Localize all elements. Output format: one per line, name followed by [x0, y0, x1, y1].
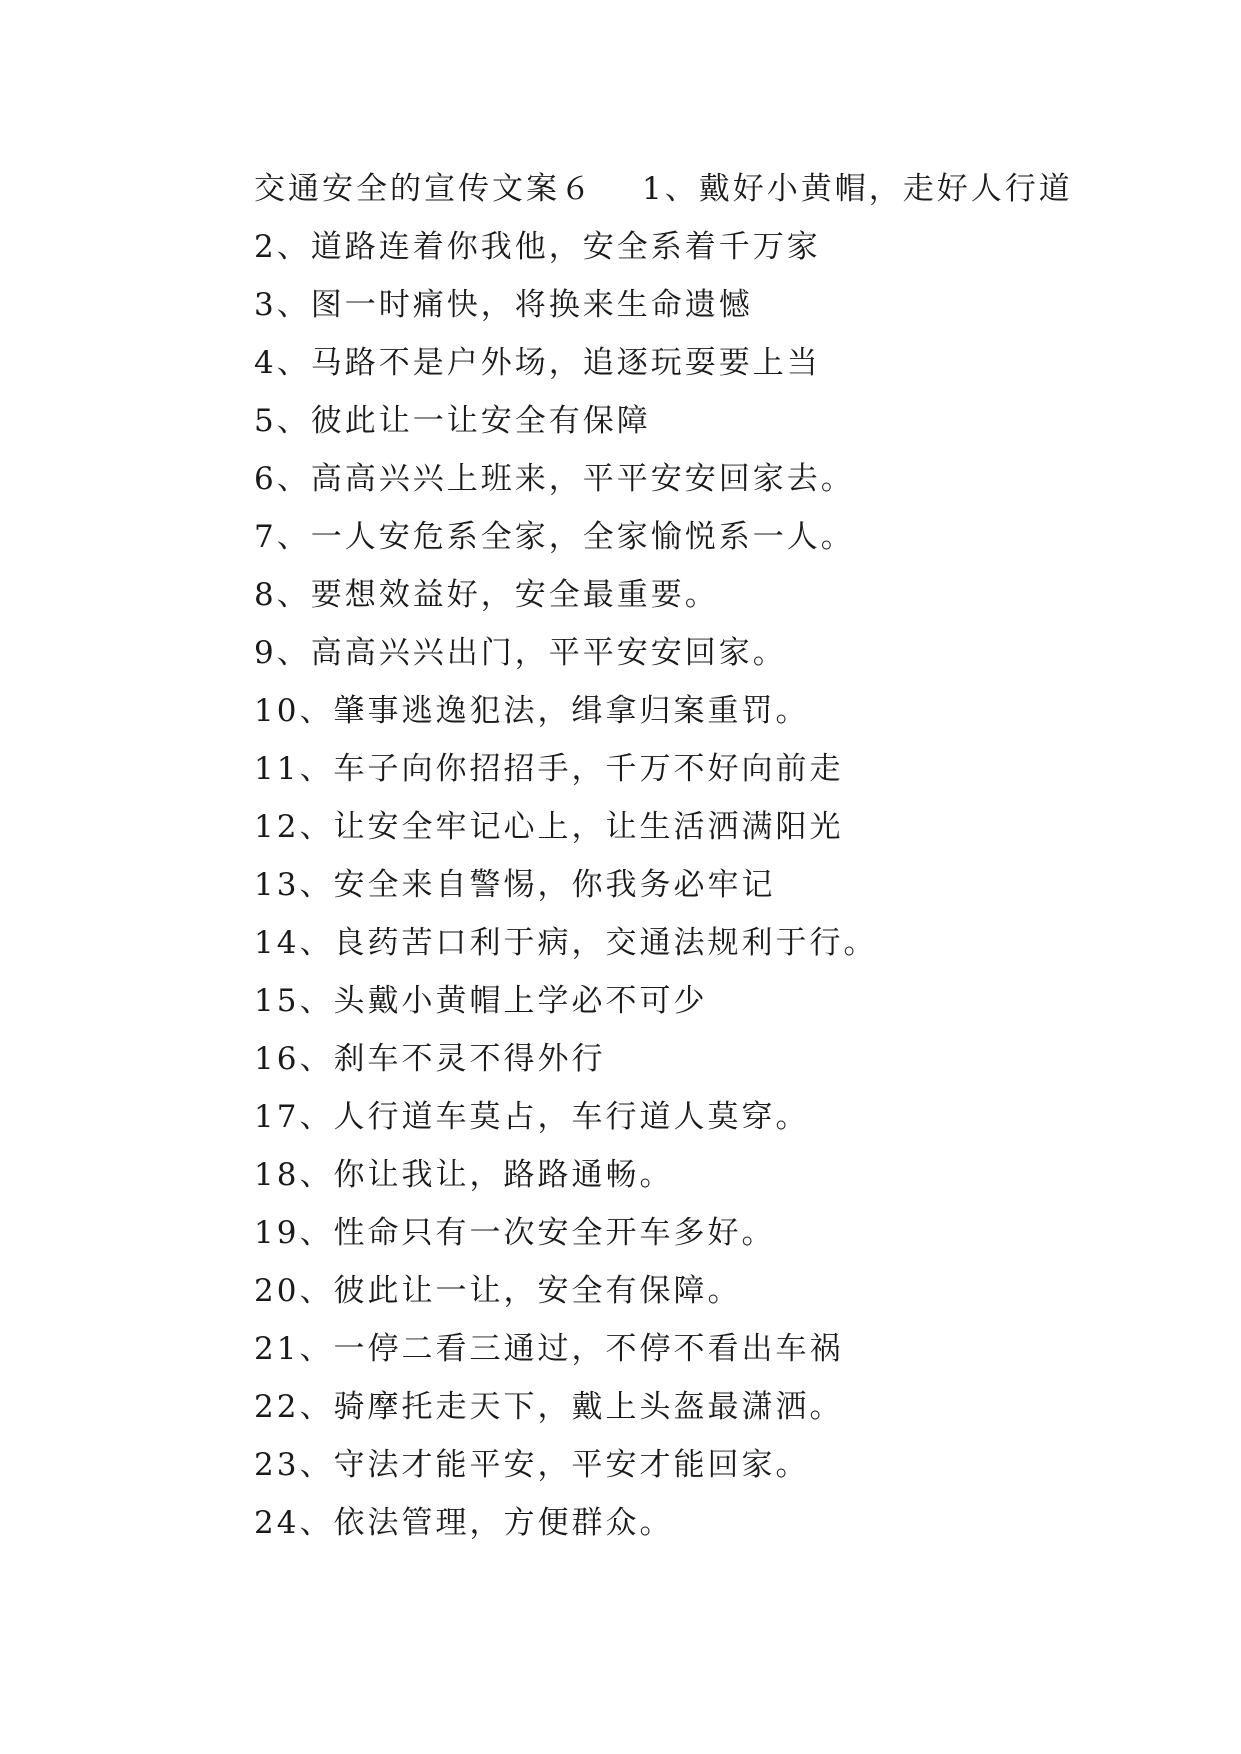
slogan-item: 10、肇事逃逸犯法，缉拿归案重罚。: [254, 693, 810, 729]
slogan-item: 20、彼此让一让，安全有保障。: [254, 1273, 742, 1309]
slogan-item: 19、性命只有一次安全开车多好。: [254, 1215, 776, 1251]
slogan-item: 12、让安全牢记心上，让生活洒满阳光: [254, 809, 844, 845]
slogan-item: 11、车子向你招招手，千万不好向前走: [254, 751, 844, 787]
slogan-item: 15、头戴小黄帽上学必不可少: [254, 983, 708, 1019]
slogan-item: 5、彼此让一让安全有保障: [254, 403, 651, 439]
slogan-item: 16、刹车不灵不得外行: [254, 1041, 606, 1077]
slogan-item: 7、一人安危系全家，全家愉悦系一人。: [254, 519, 855, 555]
slogan-item: 14、良药苦口利于病，交通法规利于行。: [254, 925, 878, 961]
slogan-item: 6、高高兴兴上班来，平平安安回家去。: [254, 461, 855, 497]
first-line: [254, 160, 1154, 218]
slogan-item: 2、道路连着你我他，安全系着千万家: [254, 229, 821, 265]
slogan-item: 23、守法才能平安，平安才能回家。: [254, 1447, 810, 1483]
slogan-item: 17、人行道车莫占，车行道人莫穿。: [254, 1099, 810, 1135]
document-heading: 交通安全的宣传文案６: [254, 171, 594, 207]
slogan-item-1: 1、戴好小黄帽，走好人行道: [642, 171, 1073, 207]
document-body: [254, 160, 1154, 1552]
slogan-item: 9、高高兴兴出门，平平安安回家。: [254, 635, 787, 671]
slogan-item: 21、一停二看三通过，不停不看出车祸: [254, 1331, 844, 1367]
slogan-item: 4、马路不是户外场，追逐玩耍要上当: [254, 345, 821, 381]
slogan-item: 8、要想效益好，安全最重要。: [254, 577, 719, 613]
slogan-item: 13、安全来自警惕，你我务必牢记: [254, 867, 776, 903]
slogan-item: 24、依法管理，方便群众。: [254, 1505, 674, 1541]
slogan-item: 22、骑摩托走天下，戴上头盔最潇洒。: [254, 1389, 844, 1425]
slogan-item: 3、图一时痛快，将换来生命遗憾: [254, 287, 753, 323]
slogan-item: 18、你让我让，路路通畅。: [254, 1157, 674, 1193]
